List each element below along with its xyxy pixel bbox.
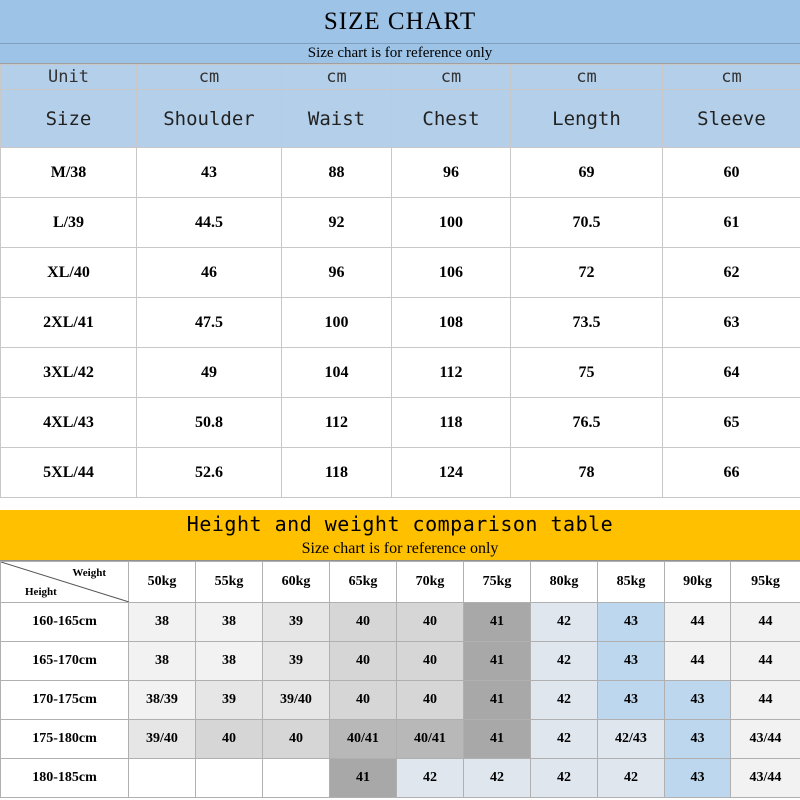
size-cell: 4XL/43 <box>1 398 137 448</box>
unit-row <box>1 65 800 90</box>
table-row <box>1 681 800 720</box>
comparison-table-subtitle: Size chart is for reference only <box>0 537 800 561</box>
size-cell: 43 <box>665 759 731 798</box>
size-cell: 38 <box>129 603 196 642</box>
unit-cell: cm <box>511 65 663 90</box>
size-cell: 3XL/42 <box>1 348 137 398</box>
size-cell: 40 <box>397 681 464 720</box>
size-cell: 43 <box>598 681 665 720</box>
size-cell <box>263 759 330 798</box>
size-cell: 39/40 <box>129 720 196 759</box>
height-cell: 165-170cm <box>1 642 129 681</box>
measurement-cell: 75 <box>511 348 663 398</box>
size-label: Size <box>1 90 137 148</box>
size-cell: 42 <box>531 720 598 759</box>
weight-cell: 85kg <box>598 562 665 603</box>
size-cell: 42 <box>464 759 531 798</box>
size-cell: 38/39 <box>129 681 196 720</box>
measurement-cell: 62 <box>663 248 800 298</box>
weight-cell: 50kg <box>129 562 196 603</box>
measurement-cell: 52.6 <box>137 448 282 498</box>
size-chart-subtitle: Size chart is for reference only <box>0 44 800 64</box>
size-cell: 41 <box>464 681 531 720</box>
size-cell: 40/41 <box>397 720 464 759</box>
size-cell: 39 <box>196 681 263 720</box>
measurement-cell: 104 <box>282 348 392 398</box>
measurement-cell: 72 <box>511 248 663 298</box>
size-cell: 40/41 <box>330 720 397 759</box>
weight-cell: 95kg <box>731 562 800 603</box>
size-cell: 5XL/44 <box>1 448 137 498</box>
column-header: Waist <box>282 90 392 148</box>
table-row <box>1 248 800 298</box>
size-cell: 43 <box>665 681 731 720</box>
table-row <box>1 720 800 759</box>
size-cell: 43 <box>665 720 731 759</box>
measurement-cell: 47.5 <box>137 298 282 348</box>
measurement-cell: 100 <box>282 298 392 348</box>
table-row <box>1 759 800 798</box>
size-cell: 44 <box>731 681 800 720</box>
weight-label: Weight <box>72 567 106 579</box>
size-cell: 2XL/41 <box>1 298 137 348</box>
column-header: Shoulder <box>137 90 282 148</box>
weight-cell: 80kg <box>531 562 598 603</box>
size-cell: 40 <box>330 642 397 681</box>
size-cell: L/39 <box>1 198 137 248</box>
measurement-cell: 88 <box>282 148 392 198</box>
measurement-cell: 64 <box>663 348 800 398</box>
column-header: Length <box>511 90 663 148</box>
size-cell: 38 <box>196 642 263 681</box>
unit-label: Unit <box>1 65 137 90</box>
unit-cell: cm <box>663 65 800 90</box>
size-cell: 38 <box>129 642 196 681</box>
size-cell: 42 <box>397 759 464 798</box>
size-cell: 42 <box>531 642 598 681</box>
size-cell: 44 <box>665 642 731 681</box>
comparison-table <box>0 561 800 798</box>
weight-cell: 75kg <box>464 562 531 603</box>
measurement-cell: 61 <box>663 198 800 248</box>
size-cell: 39 <box>263 603 330 642</box>
column-header: Sleeve <box>663 90 800 148</box>
unit-cell: cm <box>392 65 511 90</box>
size-cell: 43 <box>598 603 665 642</box>
size-cell: M/38 <box>1 148 137 198</box>
size-cell: 43/44 <box>731 720 800 759</box>
size-cell: 42 <box>531 759 598 798</box>
size-cell: 39 <box>263 642 330 681</box>
measurement-cell: 50.8 <box>137 398 282 448</box>
measurement-cell: 63 <box>663 298 800 348</box>
size-cell: 39/40 <box>263 681 330 720</box>
measurement-cell: 112 <box>392 348 511 398</box>
table-row <box>1 148 800 198</box>
table-row <box>1 603 800 642</box>
measurement-cell: 46 <box>137 248 282 298</box>
size-cell: 43/44 <box>731 759 800 798</box>
comparison-table-title: Height and weight comparison table <box>0 510 800 537</box>
size-cell: 42 <box>531 681 598 720</box>
table-row <box>1 642 800 681</box>
measurement-cell: 108 <box>392 298 511 348</box>
header-row <box>1 90 800 148</box>
measurement-cell: 96 <box>392 148 511 198</box>
size-cell: 42 <box>531 603 598 642</box>
unit-cell: cm <box>282 65 392 90</box>
table-row <box>1 198 800 248</box>
measurement-cell: 118 <box>282 448 392 498</box>
table-row <box>1 298 800 348</box>
measurement-cell: 100 <box>392 198 511 248</box>
unit-cell: cm <box>137 65 282 90</box>
height-cell: 170-175cm <box>1 681 129 720</box>
measurement-cell: 65 <box>663 398 800 448</box>
size-cell: 40 <box>263 720 330 759</box>
measurement-cell: 96 <box>282 248 392 298</box>
measurement-cell: 76.5 <box>511 398 663 448</box>
measurement-cell: 73.5 <box>511 298 663 348</box>
weight-cell: 55kg <box>196 562 263 603</box>
size-cell: 40 <box>330 681 397 720</box>
size-cell: 44 <box>731 642 800 681</box>
measurement-cell: 118 <box>392 398 511 448</box>
size-chart-title: SIZE CHART <box>0 0 800 44</box>
size-cell: 40 <box>196 720 263 759</box>
size-cell: 44 <box>731 603 800 642</box>
measurement-cell: 49 <box>137 348 282 398</box>
measurement-cell: 124 <box>392 448 511 498</box>
measurement-cell: 60 <box>663 148 800 198</box>
size-cell: 40 <box>397 603 464 642</box>
weight-cell: 60kg <box>263 562 330 603</box>
table-row <box>1 398 800 448</box>
height-cell: 180-185cm <box>1 759 129 798</box>
size-chart-table <box>0 64 800 498</box>
size-cell: 41 <box>330 759 397 798</box>
measurement-cell: 43 <box>137 148 282 198</box>
size-cell: 42/43 <box>598 720 665 759</box>
size-cell: 43 <box>598 642 665 681</box>
measurement-cell: 44.5 <box>137 198 282 248</box>
size-cell: 40 <box>397 642 464 681</box>
measurement-cell: 66 <box>663 448 800 498</box>
height-cell: 175-180cm <box>1 720 129 759</box>
weight-header-row <box>1 562 800 603</box>
diagonal-divider <box>1 562 129 602</box>
height-cell: 160-165cm <box>1 603 129 642</box>
weight-cell: 90kg <box>665 562 731 603</box>
measurement-cell: 112 <box>282 398 392 448</box>
weight-cell: 65kg <box>330 562 397 603</box>
size-cell: 40 <box>330 603 397 642</box>
measurement-cell: 78 <box>511 448 663 498</box>
size-cell <box>196 759 263 798</box>
column-header: Chest <box>392 90 511 148</box>
measurement-cell: 69 <box>511 148 663 198</box>
corner-cell <box>1 562 129 603</box>
weight-cell: 70kg <box>397 562 464 603</box>
size-cell <box>129 759 196 798</box>
size-cell: 44 <box>665 603 731 642</box>
size-cell: 41 <box>464 642 531 681</box>
size-cell: 42 <box>598 759 665 798</box>
measurement-cell: 106 <box>392 248 511 298</box>
measurement-cell: 92 <box>282 198 392 248</box>
size-cell: 38 <box>196 603 263 642</box>
measurement-cell: 70.5 <box>511 198 663 248</box>
size-cell: XL/40 <box>1 248 137 298</box>
size-cell: 41 <box>464 720 531 759</box>
size-cell: 41 <box>464 603 531 642</box>
table-row <box>1 448 800 498</box>
height-label: Height <box>25 586 57 598</box>
table-row <box>1 348 800 398</box>
